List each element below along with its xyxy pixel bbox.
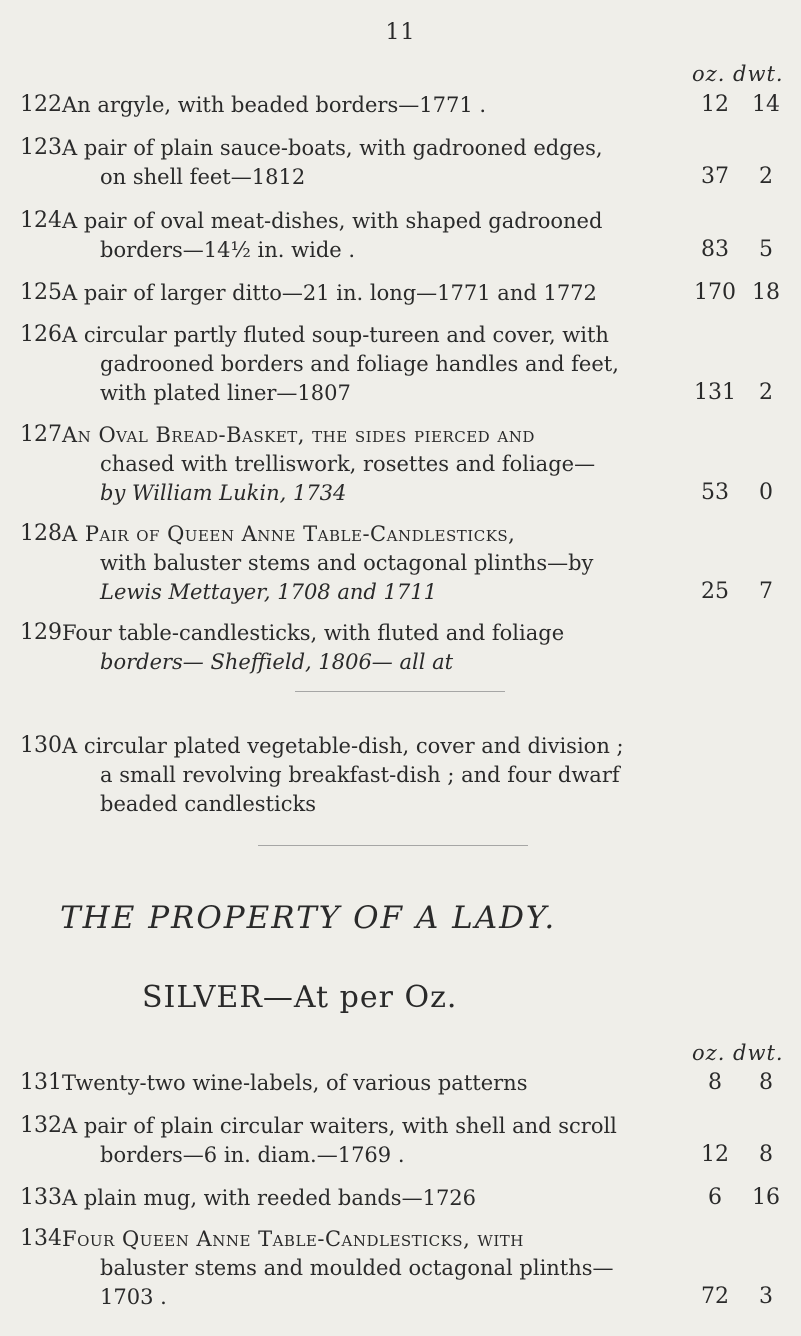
- lot-number: 126: [20, 322, 62, 347]
- lot-number: 131: [20, 1070, 62, 1095]
- lot-pennyweights: 5: [759, 237, 773, 262]
- lot-ounces: 131: [694, 380, 736, 405]
- lot-pennyweights: 18: [752, 280, 780, 305]
- lot-number: 130: [20, 733, 62, 758]
- lot-description: baluster stems and moulded octagonal plinths—: [100, 1256, 614, 1280]
- lot-description: borders—6 in. diam.—1769 .: [100, 1143, 405, 1167]
- lot-pennyweights: 14: [752, 92, 780, 117]
- lot-number: 124: [20, 208, 62, 233]
- lot-pennyweights: 16: [752, 1185, 780, 1210]
- lot-description: with baluster stems and octagonal plinths—by: [100, 551, 594, 575]
- lot-description: A Pair of Queen Anne Table-Candlesticks,: [62, 522, 516, 546]
- lot-description: A pair of larger ditto—21 in. long—1771 and 1772: [62, 281, 597, 305]
- lot-number: 132: [20, 1113, 62, 1138]
- lot-description: 1703 .: [100, 1285, 167, 1309]
- lot-description: borders— Sheffield, 1806— all at: [100, 650, 454, 674]
- lot-description: by William Lukin, 1734: [100, 481, 347, 505]
- lot-ounces: 53: [701, 480, 729, 505]
- lot-number: 129: [20, 620, 62, 645]
- lot-description: An argyle, with beaded borders—1771 .: [62, 93, 487, 117]
- lot-description: Four table-candlesticks, with fluted and foliage: [62, 621, 565, 645]
- lot-ounces: 170: [694, 280, 736, 305]
- lot-description: A pair of plain circular waiters, with shell and scroll: [62, 1114, 617, 1138]
- lot-ounces: 12: [701, 1142, 729, 1167]
- page-number: 11: [385, 20, 416, 45]
- lot-description: A pair of oval meat-dishes, with shaped gadrooned: [62, 209, 603, 233]
- unit-header: oz. dwt.: [692, 1041, 784, 1065]
- lot-description: An Oval Bread-Basket, the sides pierced and: [62, 423, 535, 447]
- unit-header: oz. dwt.: [692, 62, 784, 86]
- lot-ounces: 12: [701, 92, 729, 117]
- lot-number: 122: [20, 92, 62, 117]
- lot-description: A plain mug, with reeded bands—1726: [62, 1186, 477, 1210]
- lot-description: Four Queen Anne Table-Candlesticks, with: [62, 1227, 524, 1251]
- lot-description: Lewis Mettayer, 1708 and 1711: [100, 580, 437, 604]
- section-title: THE PROPERTY OF A LADY.: [60, 900, 557, 936]
- lot-pennyweights: 8: [759, 1070, 773, 1095]
- section-subtitle: SILVER—At per Oz.: [142, 980, 458, 1015]
- lot-number: 128: [20, 521, 62, 546]
- lot-pennyweights: 8: [759, 1142, 773, 1167]
- lot-description: A circular plated vegetable-dish, cover and division ;: [62, 734, 624, 758]
- lot-description: gadrooned borders and foliage handles and feet,: [100, 352, 619, 376]
- lot-ounces: 6: [708, 1185, 722, 1210]
- lot-ounces: 8: [708, 1070, 722, 1095]
- lot-ounces: 72: [701, 1284, 729, 1309]
- lot-pennyweights: 2: [759, 164, 773, 189]
- lot-pennyweights: 7: [759, 579, 773, 604]
- lot-number: 133: [20, 1185, 62, 1210]
- lot-description: borders—14½ in. wide .: [100, 238, 356, 262]
- lot-number: 123: [20, 135, 62, 160]
- lot-ounces: 25: [701, 579, 729, 604]
- lot-ounces: 83: [701, 237, 729, 262]
- lot-ounces: 37: [701, 164, 729, 189]
- lot-number: 134: [20, 1226, 62, 1251]
- lot-pennyweights: 3: [759, 1284, 773, 1309]
- lot-description: A pair of plain sauce-boats, with gadrooned edges,: [62, 136, 603, 160]
- lot-pennyweights: 0: [759, 480, 773, 505]
- lot-description: chased with trelliswork, rosettes and foliage—: [100, 452, 596, 476]
- divider: [258, 845, 528, 846]
- lot-pennyweights: 2: [759, 380, 773, 405]
- divider: [295, 691, 505, 692]
- lot-description: beaded candlesticks: [100, 792, 316, 816]
- lot-description: with plated liner—1807: [100, 381, 351, 405]
- lot-number: 125: [20, 280, 62, 305]
- lot-number: 127: [20, 422, 62, 447]
- lot-description: a small revolving breakfast-dish ; and four dwarf: [100, 763, 620, 787]
- lot-description: A circular partly fluted soup-tureen and cover, with: [62, 323, 609, 347]
- lot-description: Twenty-two wine-labels, of various patterns: [62, 1071, 528, 1095]
- lot-description: on shell feet—1812: [100, 165, 306, 189]
